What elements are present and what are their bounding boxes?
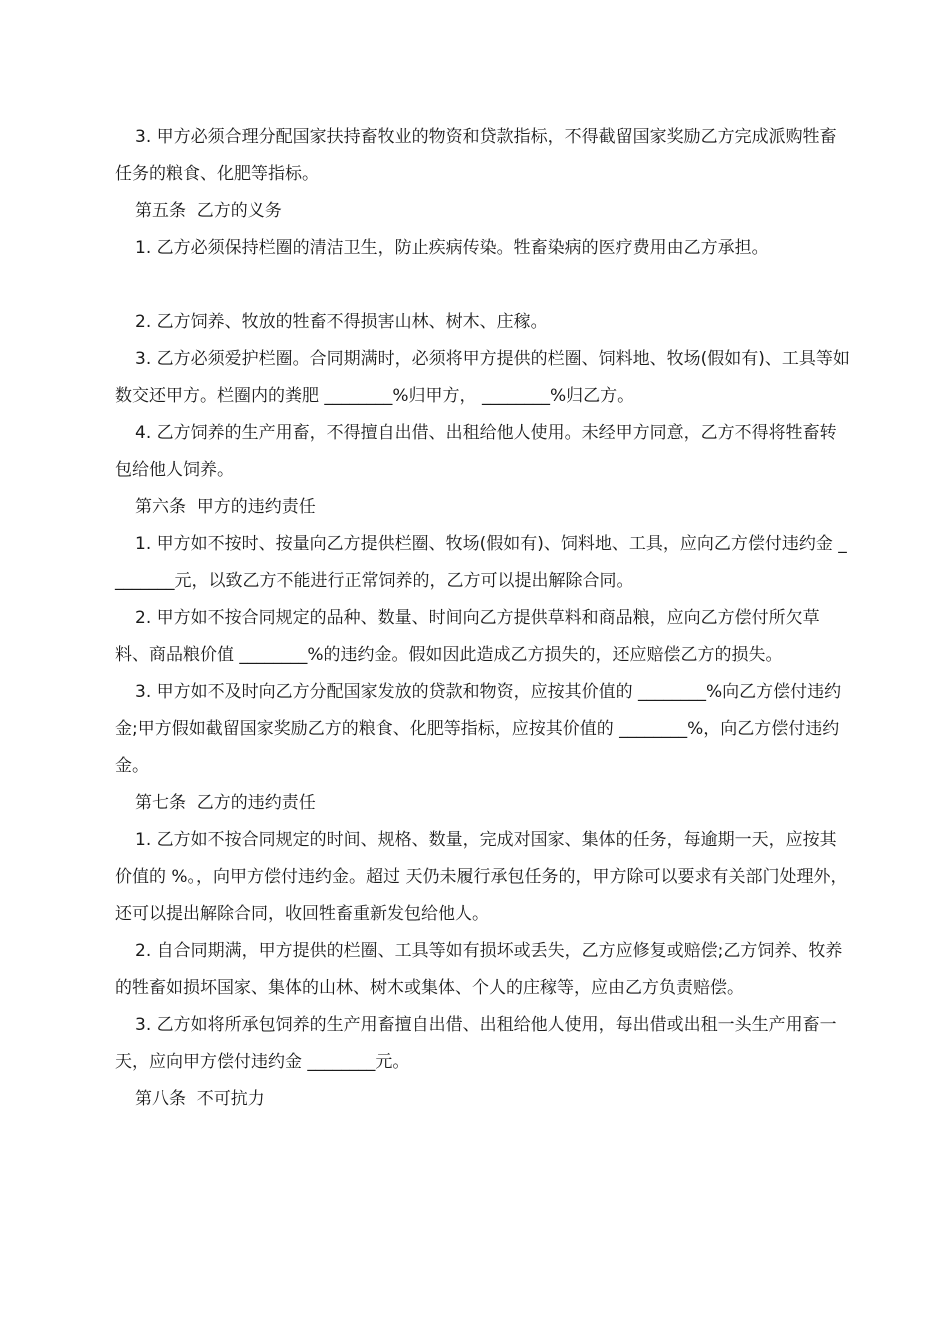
paragraph: 3. 甲方必须合理分配国家扶持畜牧业的物资和贷款指标，不得截留国家奖励乙方完成派购牲畜任务的粮食、化肥等指标。 xyxy=(115,127,837,184)
document-page xyxy=(115,119,850,1118)
paragraph: 3. 乙方必须爱护栏圈。合同期满时，必须将甲方提供的栏圈、饲料地、牧场(假如有)、工具等如数交还甲方。栏圈内的粪肥 ________%归甲方， ________%归乙方。 xyxy=(115,349,850,406)
section-heading: 第八条 不可抗力 xyxy=(135,1089,265,1109)
paragraph: 3. 乙方如将所承包饲养的生产用畜擅自出借、出租给他人使用，每出借或出租一头生产用畜一天，应向甲方偿付违约金 ________元。 xyxy=(115,1015,837,1072)
blank-line xyxy=(115,267,850,304)
section-heading: 第五条 乙方的义务 xyxy=(135,201,282,221)
paragraph: 2. 甲方如不按合同规定的品种、数量、时间向乙方提供草料和商品粮，应向乙方偿付所欠草料、商品粮价值 ________%的违约金。假如因此造成乙方损失的，还应赔偿乙方的损失。 xyxy=(115,608,820,665)
paragraph: 1. 甲方如不按时、按量向乙方提供栏圈、牧场(假如有)、饲料地、工具，应向乙方偿付违约金 ________元，以致乙方不能进行正常饲养的，乙方可以提出解除合同。 xyxy=(115,534,847,591)
paragraph: 3. 甲方如不及时向乙方分配国家发放的贷款和物资，应按其价值的 ________%向乙方偿付违约金;甲方假如截留国家奖励乙方的粮食、化肥等指标，应按其价值的 ________%，向乙方偿付违约金。 xyxy=(115,682,842,776)
paragraph: 2. 自合同期满，甲方提供的栏圈、工具等如有损坏或丢失，乙方应修复或赔偿;乙方饲养、牧养的牲畜如损坏国家、集体的山林、树木或集体、个人的庄稼等，应由乙方负责赔偿。 xyxy=(115,941,843,998)
section-heading: 第七条 乙方的违约责任 xyxy=(135,793,316,813)
paragraph: 1. 乙方如不按合同规定的时间、规格、数量，完成对国家、集体的任务，每逾期一天，应按其价值的 %。，向甲方偿付违约金。超过 天仍未履行承包任务的，甲方除可以要求有关部门处理外，还可以提出解除合同，收回牲畜重新发包给他人。 xyxy=(115,830,848,924)
paragraph: 2. 乙方饲养、牧放的牲畜不得损害山林、树木、庄稼。 xyxy=(135,312,548,332)
section-heading: 第六条 甲方的违约责任 xyxy=(135,497,316,517)
paragraph: 4. 乙方饲养的生产用畜，不得擅自出借、出租给他人使用。未经甲方同意，乙方不得将牲畜转包给他人饲养。 xyxy=(115,423,837,480)
paragraph: 1. 乙方必须保持栏圈的清洁卫生，防止疾病传染。牲畜染病的医疗费用由乙方承担。 xyxy=(135,238,769,258)
